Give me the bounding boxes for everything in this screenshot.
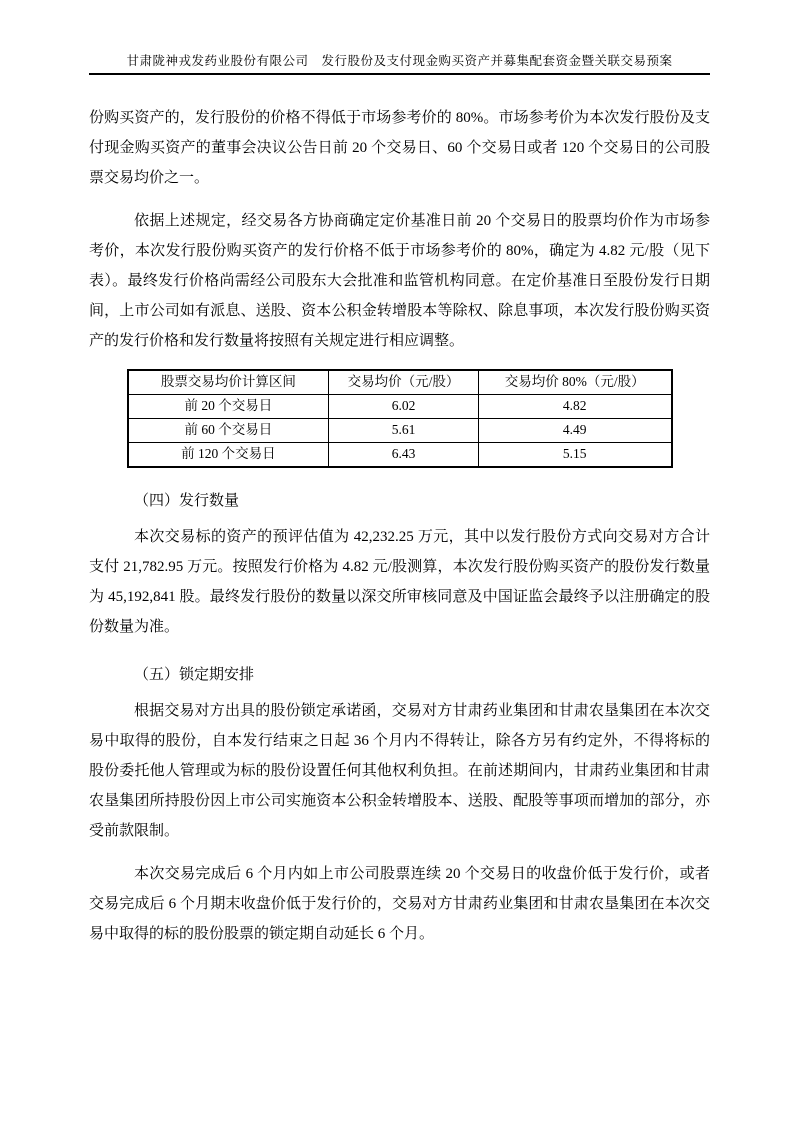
price-table-header-average-price: 交易均价（元/股） bbox=[329, 370, 479, 395]
page-content bbox=[89, 103, 710, 949]
table-cell-interval: 前 60 个交易日 bbox=[128, 419, 329, 443]
table-cell-interval: 前 20 个交易日 bbox=[128, 395, 329, 419]
page-header-title: 甘肃陇神戎发药业股份有限公司 发行股份及支付现金购买资产并募集配套资金暨关联交易预案 bbox=[126, 54, 673, 68]
price-table-row-60-days bbox=[128, 419, 672, 443]
paragraph-lockup-extension: 本次交易完成后 6 个月内如上市公司股票连续 20 个交易日的收盘价低于发行价，或者交易完成后 6 个月期末收盘价低于发行价的，交易对方甘肃药业集团和甘肃农垦集团在本次交易中取得的标的股份股票的锁定期自动延长 6 个月。 bbox=[89, 866, 710, 942]
table-cell-average-price-80pct: 4.82 bbox=[478, 395, 671, 419]
price-table-header-average-price-80pct: 交易均价 80%（元/股） bbox=[478, 370, 671, 395]
paragraph-pricing-continuation: 份购买资产的，发行股份的价格不得低于市场参考价的 80%。市场参考价为本次发行股份及支付现金购买资产的董事会决议公告日前 20 个交易日、60 个交易日或者 120 个交易日的公司股票交易均价之一。 bbox=[89, 110, 710, 186]
section-heading-lockup-arrangement: （五）锁定期安排 bbox=[134, 667, 255, 683]
table-cell-average-price-80pct: 4.49 bbox=[478, 419, 671, 443]
paragraph-lockup-commitment: 根据交易对方出具的股份锁定承诺函，交易对方甘肃药业集团和甘肃农垦集团在本次交易中取得的股份，自本发行结束之日起 36 个月内不得转让，除各方另有约定外，不得将标的股份委托他人管理或为标的股份设置任何其他权利负担。在前述期间内，甘肃药业集团和甘肃农垦集团所持股份因上市公司实施资本公积金转增股本、送股、配股等事项而增加的部分，亦受前款限制。 bbox=[89, 703, 710, 839]
page-header bbox=[89, 54, 710, 75]
paragraph-issue-quantity: 本次交易标的资产的预评估值为 42,232.25 万元，其中以发行股份方式向交易对方合计支付 21,782.95 万元。按照发行价格为 4.82 元/股测算，本次发行股份购买资产的股份发行数量为 45,192,841 股。最终发行股份的数量以深交所审核同意及中国证监会最终予以注册确定的股份数量为准。 bbox=[89, 529, 710, 635]
price-table-row-20-days bbox=[128, 395, 672, 419]
table-cell-average-price: 5.61 bbox=[329, 419, 479, 443]
table-cell-average-price: 6.43 bbox=[329, 443, 479, 468]
table-cell-average-price: 6.02 bbox=[329, 395, 479, 419]
price-table-row-120-days bbox=[128, 443, 672, 468]
paragraph-pricing-determination: 依据上述规定，经交易各方协商确定定价基准日前 20 个交易日的股票均价作为市场参考价，本次发行股份购买资产的发行价格不低于市场参考价的 80%，确定为 4.82 元/股（见下表）。最终发行价格尚需经公司股东大会批准和监管机构同意。在定价基准日至股份发行日期间，上市公司如有派息、送股、资本公积金转增股本等除权、除息事项，本次发行股份购买资产的发行价格和发行数量将按照有关规定进行相应调整。 bbox=[89, 213, 710, 349]
average-price-table bbox=[127, 369, 673, 468]
price-table-header-interval: 股票交易均价计算区间 bbox=[128, 370, 329, 395]
table-cell-average-price-80pct: 5.15 bbox=[478, 443, 671, 468]
section-heading-issue-quantity: （四）发行数量 bbox=[134, 493, 240, 509]
table-cell-interval: 前 120 个交易日 bbox=[128, 443, 329, 468]
price-table-header-row bbox=[128, 370, 672, 395]
